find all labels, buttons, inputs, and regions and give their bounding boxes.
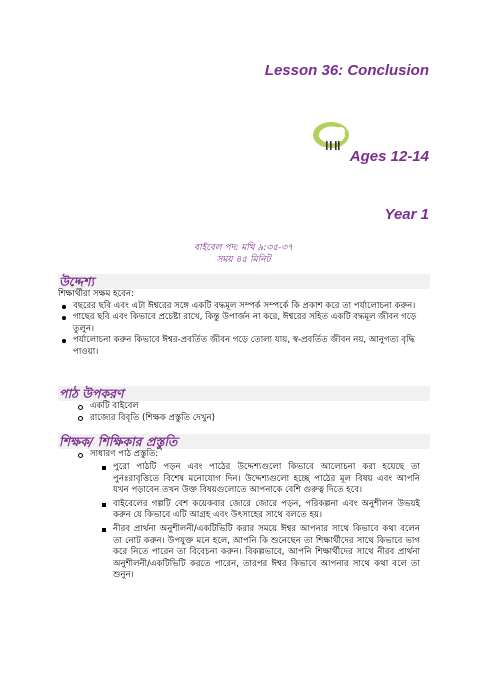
materials-section [58, 386, 430, 424]
teacher-prep-heading: শিক্ষক/ শিক্ষিকার প্রস্তুতি [58, 434, 430, 449]
list-item: রাজ্যের বিবৃতি (শিক্ষক প্রস্তুতি দেখুন) [75, 413, 430, 425]
teacher-prep-general [58, 449, 430, 461]
year-label: Year 1 [384, 206, 429, 223]
teacher-prep-list [58, 462, 420, 582]
list-item: বছরের ছবি এবং এটা ঈশ্বরের সঙ্গে একটি বদ্ধমূল সম্পর্ক সম্পর্কে কি প্রকাশ করে তা পর্যালোচনা করুন। [58, 301, 430, 313]
objectives-list [58, 301, 430, 359]
objectives-section [58, 274, 430, 359]
teacher-prep-section [58, 434, 430, 461]
age-range: Ages 12-14 [349, 148, 429, 165]
objectives-heading: উদ্দেশ্য [58, 274, 430, 289]
lesson-title: Lesson 36: Conclusion [264, 62, 429, 79]
lesson-duration: সময় ৪৫ মিনিট [216, 255, 271, 265]
objectives-intro: শিক্ষার্থীরা সক্ষম হবেন: [58, 289, 134, 299]
list-item: নীরব প্রার্থনা অনুশীলনী/একটিভিটি করার সময়ে ঈশ্বর আপনার সাথে কিভাবে কথা বলেন তা নোট করুন। উপযুক্ত মনে হলে, আপনি কি শুনেছেন তা শিক্ষার্থীদের সাথে কিভাবে ভাগ করে নিতে পারেন তা বিবেচনা করুন। বিকল্পভাবে, আপনি শিক্ষার্থীদের সাথে নীরব প্রার্থনা অনুশীলনী/একটিভিটি করতে পারেন, তারপর ঈশ্বর কিভাবে আপনার সাথে কথা বলে তা শুনুন। [100, 524, 420, 582]
materials-heading: পাঠ উপকরণ [58, 386, 430, 401]
materials-list [58, 401, 430, 424]
list-item: পুরো পাঠটি পড়ন এবং পাঠের উদ্দেশ্যগুলো কিভাবে আলোচনা করা হয়েছে তা পুনঃরাবৃত্তিতে বিশেষ মনোযোগ দিন। উদ্দেশ্যগুলো হচ্ছে পাঠের মূল বিষয় এবং আপনি যখন পড়াবেন তখন উক্ত বিষয়গুলোতে আপনাকে বেশি গুরুত্ব দিতে হবে। [100, 462, 420, 497]
list-item: একটি বাইবেল [75, 401, 430, 413]
bible-passage: বাইবেল পদ: মথি ৯:৩৫-৩৭ [194, 243, 293, 253]
list-item: পর্যালোচনা করুন কিভাবে ঈশ্বর-প্রবর্তিত জীবন গড়ে তোলা যায়, স্ব-প্রবর্তিত জীবন নয়, আনুগত্য বৃদ্ধি পাওয়া। [58, 335, 430, 358]
teacher-prep-steps [58, 462, 420, 582]
list-item: গাছের ছবি এবং কিভাবে প্রচেষ্টা রাখে, কিন্তু উপার্জন না করে, ঈশ্বরের সহিত একটি বদ্ধমূল জীবন গড়ে তুলুন। [58, 312, 430, 335]
list-item: বাইবেলের গল্পটি বেশ কয়েকবার জোরে জোরে পড়ন, পরিকল্পনা এবং অনুশীলন উভয়ই করুন যে কিভাবে এটি আগ্রহ এবং উৎসাহের সাথে বলতে হয়। [100, 499, 420, 522]
sheep-icon [311, 120, 351, 154]
list-item: সাধারণ পাঠ প্রস্তুতি: [75, 449, 430, 461]
